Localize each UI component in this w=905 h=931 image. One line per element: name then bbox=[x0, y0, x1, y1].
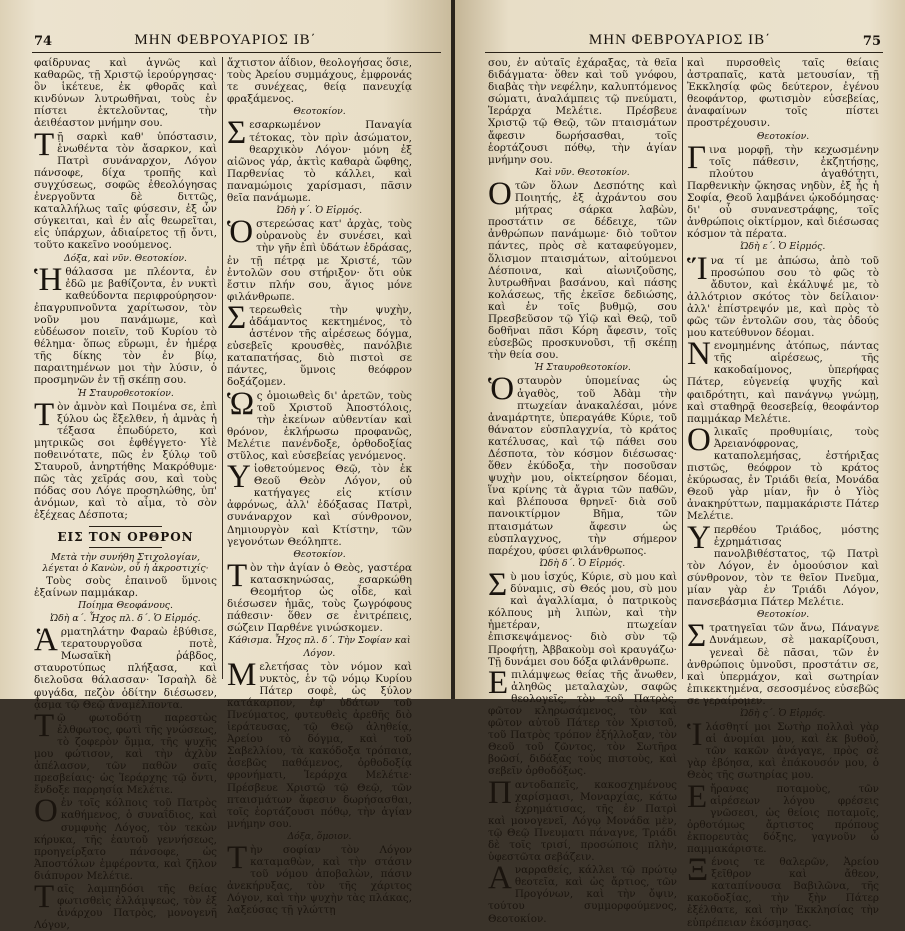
paragraph: σου, ἐν αὐταῖς ἐχάραξας, τὰ θεῖα διδάγματα· ὅθεν καὶ τοῦ γνόφου, διαβὰς τὴν νεφέλην, καλυπτόμενος σώματι, ἀναλάμπεις τῷ πνεύματι, Ἱεράρχα Μελέτιε. Πρέσβευε Χριστῷ τῷ Θεῷ, τῶν πταισμάτων ἄφεσιν δωρήσασθαι, τοῖς ἑορτάζουσι πόθῳ, τὴν ἁγίαν μνήμην σου. bbox=[488, 57, 677, 166]
column-divider-right bbox=[682, 57, 683, 679]
paragraph: φαίδρυνας καὶ ἁγνῶς καὶ καθαρῶς, τῇ Χριστῷ ἱερούργησας· ὃν ἱκέτευε, ἐκ φθορᾶς καὶ κινδύνων λυτρωθῆναι, τοὺς ἐν πίστει ἐκτελοῦντας, τὴν ἀειθέαστον μνήμην σου. bbox=[34, 57, 217, 130]
rubric-label: Δόξα, καὶ νῦν. Θεοτοκίον. bbox=[64, 252, 187, 264]
paragraph bbox=[227, 557, 412, 635]
paragraph-text: ναρραθείς, κάλλει τῷ πρώτῳ θεοτεῖα, καὶ ὡς ἄρτιος, τῶν Προγόνων, καὶ τὴν ὄψιν, τούτου συμμορφούμενος, Θεοτοκίον. bbox=[488, 864, 677, 925]
section-separator bbox=[89, 547, 162, 548]
kathisma-heading: Κάθισμα. Ἦχος πλ. δ΄. Τὴν Σοφίαν καὶ Λόγον. bbox=[228, 635, 411, 659]
ode-heading: Ὠδὴ ς΄. Ὁ Εἱρμός. bbox=[740, 707, 826, 719]
drop-cap: Τ bbox=[34, 879, 55, 915]
drop-cap: Τ bbox=[34, 396, 55, 433]
drop-cap: Ἡ bbox=[34, 261, 63, 298]
paragraph bbox=[227, 214, 412, 303]
ode-heading: Ὠδὴ ε΄. Ὁ Εἱρμός. bbox=[740, 241, 826, 253]
paragraph-text: τῶν ὅλων Δεσπότης καὶ Ποιητής, ἐξ ἀχράντου σου μήτρας σάρκα λαβὼν, προστάτιν σε δέδειχε, τῶν ἀνθρώπων πανάμωμε· διὸ τοῦτον πάντες, πρὸς σὲ καταφεύγομεν, ὅλισμον πταισμάτων, αἰτούμενοι Δέσποινα, καὶ αἰωνιζοῦσης, λυτρωθῆναι βασάνου, καὶ πάσης κολάσεως, τῆς ἐκεῖσε δεδιώσης, καὶ ἐν τοῖς βυθμῷ, σου Πρεσβεῦσον τῷ Υἱῷ καὶ Θεῷ, τοῦ δοθῆναι πᾶσι Κόρη ἄφεσιν, τοῖς εὐσεβῶς προσκυνοῦσι, τῇ σκέπῃ τὴν θεία σου. bbox=[488, 179, 677, 362]
drop-cap: Γ bbox=[687, 139, 707, 176]
paragraph bbox=[34, 622, 217, 711]
paragraph-text: λικαῖς προθυμίαις, τοὺς Ἀρειανόφρονας, καταπολεμήσας, ἐστήριξας πιστῶς, θεόφρον τὸ κράτος ἐκύρωσας, ἐν Τριάδι θεία, Μονάδα Θεοῦ γὰρ μίαν, ἣν ὁ Υἱὸς ἀνακηρύττων, παμμακάριστε Πάτερ Μελέτιε. bbox=[687, 425, 879, 523]
left-page-header bbox=[0, 32, 451, 52]
page-number-left: 74 bbox=[34, 34, 53, 49]
header-rule-left bbox=[32, 52, 441, 53]
paragraph-text: ενομημένης ἀτόπως, πάντας τῆς αἱρέσεως, τῆς κακοδαίμονος, ὑπερήφας Πάτερ, εὐγενείᾳ ψυχῆς καὶ φαιδρότητι, καὶ πανάγνῳ γνώμῃ, καὶ σταθηρᾷ θεοσεβείᾳ, θεοφάντορ παμμάκαρ Μελέτιε. bbox=[687, 340, 879, 425]
right-page-header bbox=[455, 32, 905, 52]
drop-cap: Μ bbox=[227, 656, 257, 693]
left-page-column-2 bbox=[227, 57, 412, 917]
paragraph-text: αῖς λαμπηδόσι τῆς θείας φωτισθεὶς ἐλλάμψεως, τὸν ἐξ ἀνάρχου Πατρὸς, μονογενῆ Λόγον, bbox=[34, 883, 217, 931]
drop-cap: Τ bbox=[34, 707, 55, 744]
paragraph bbox=[687, 852, 879, 929]
paragraph bbox=[687, 421, 879, 523]
paragraph-text: πιλάμψεως θείας τῆς ἄνωθεν, ἀληθῶς μεταλαχὼν, σαφῶς θεολογεῖς, τὸν τοῦ Πατρὸς, φῶτον κληρωσάμενος, τὸν καὶ φῶτον αὐτοῦ Πάτερ τὸν Χριστοῦ, τοῦ Πατρὸς τρόπον ἐξήλλοξαν, τὸν Θεοῦ τοῦ ζῶντος, τὸν Σωτῆρα βοῶσί, διδάξας τοὺς πιστοὺς, καὶ σεβεῖν ὀρθοδόξως. bbox=[488, 668, 677, 778]
rubric-label: Ἡ Σταυροθεοτοκίον. bbox=[77, 387, 174, 399]
drop-cap: Α bbox=[488, 860, 512, 897]
drop-cap: Ὁ bbox=[227, 214, 254, 251]
paragraph bbox=[687, 717, 879, 782]
paragraph-text: τερεωθεὶς τὴν ψυχὴν, ἀδάμαντος κεκτημένος, τὸ ἀστένον τῆς αἱρέσεως δόγμα, εὐσεβεῖς κρουσθὲς, πανόλβιε καταπατήσας, διὸ πιστοὶ σε πάντες, ὕμνοις θεόφρον δοξάζομεν. bbox=[227, 303, 412, 389]
paragraph bbox=[488, 664, 677, 778]
paragraph bbox=[34, 707, 217, 797]
rubric-label: Θεοτοκίον. bbox=[293, 106, 346, 118]
paragraph bbox=[34, 261, 217, 387]
drop-cap: Τ bbox=[227, 557, 248, 594]
drop-cap: Ε bbox=[687, 778, 708, 815]
paragraph-text: ῷ φωτοδότῃ παρεστὼς ἐλθφωτος, φωτὶ τῆς γνώσεως, τὸ ζοφερὸν ὄμμα, τῆς ψυχῆς μου φώτισον, καὶ τὴν ἀχλὺν ἀπέλασον, τῶν παθῶν σαῖς πρεσβείαις· ὡς Ἱεράρχης τῷ ὄντι, ἔνδοξε παρρησίᾳ Μελέτιε. bbox=[34, 711, 217, 797]
drop-cap: Υ bbox=[687, 519, 711, 556]
paragraph bbox=[227, 299, 412, 389]
paragraph-text: περθέου Τριάδος, μόστης ἐχρημάτισας πανολβιθέστατος, τῷ Πατρὶ τὸν Λόγον, ἐν ὁμοούσιον καὶ σύνθρονον, τὸν τε θεῖον Πνεῦμα, μίαν γὰρ ἐν Τριάδι Λόγον, πανσεβάσμια Πάτερ Μελέτιε. bbox=[687, 523, 879, 609]
page-number-right: 75 bbox=[862, 34, 881, 49]
paragraph-text: εσαρκωμένον Παναγία τέτοκας, τὸν πρὶν ἀσώματον, θεαρχικὸν Λόγον· μόνη ἐξ αἰῶνος γάρ, ἀκτὶς καθαρὰ ὤφθης, Παρθενίας τὸ κάλλει, καὶ παναμώμοις χαρίσμασι, πᾶσιν θεῖα πανάμωμε. bbox=[227, 119, 412, 205]
running-title-right: ΜΗΝ ΦΕΒΡΟΥΑΡΙΟΣ ΙΒ΄ bbox=[588, 32, 772, 48]
column-divider-left bbox=[222, 57, 223, 679]
rubric-label: Καὶ νῦν. Θεοτοκίον. bbox=[535, 166, 630, 178]
right-page-column-2 bbox=[687, 57, 879, 929]
drop-cap: Ἵ bbox=[687, 250, 708, 287]
paragraph-text: ς ὁμοιωθεὶς δι' ἀρετῶν, τοὺς τοῦ Χριστοῦ Ἀποστόλοις, τὴν ἐκείνων αὐθεντίαν καὶ θρόνον, ἐκλήρωσω προφανῶς, Μελέτιε πανένδοξε, ὀρθοδοξίας στῦλος, καὶ εὐσεβείας γενόμενος. bbox=[227, 389, 412, 462]
paragraph-text: ὴν σοφίαν τὸν Λόγον καταμαθὼν, καὶ τὴν στάσιν τοῦ νόμου ἀποβαλὼν, πάσιν ἀνεκήρυξας, τὸν τῆς χάριτος Λόγον, καὶ τὴν ψυχὴν τὰς πλάκας, λαξεύσας τῇ γλώττῃ bbox=[227, 844, 412, 917]
paragraph bbox=[687, 139, 879, 241]
paragraph-text: ὸν τὴν ἀγίαν ὁ Θεὸς, γαστέρα κατασκηνώσας, εσαρκώθη Θεομήτορ ὡς οἶδε, καὶ διέσωσεν ἡμᾶς, τοὺς ζωγρόφους πάθεσιν· ὅθεν σε ἐνιτρέπεις, σώζειν Παρθένε γινώσκομεν. bbox=[227, 561, 412, 635]
running-title-left: ΜΗΝ ΦΕΒΡΟΥΑΡΙΟΣ ΙΒ΄ bbox=[134, 32, 317, 48]
drop-cap: Ὡ bbox=[227, 385, 254, 422]
drop-cap: Ο bbox=[488, 175, 512, 212]
rubric-label: Δόξα, ὅμοιον. bbox=[287, 830, 352, 842]
ode-heading: Ὠδὴ δ΄. Ὁ Εἱρμός. bbox=[539, 557, 626, 569]
paragraph bbox=[227, 840, 412, 917]
paragraph bbox=[34, 793, 217, 882]
drop-cap: Υ bbox=[227, 459, 251, 496]
ode-heading: Ὠδὴ γ΄. Ὁ Εἱρμός. bbox=[276, 205, 363, 217]
paragraph-text: να τί με ἀπώσω, ἀπὸ τοῦ προσώπου σου τὸ φῶς τὸ ἄδυτον, καὶ ἐκάλυψέ με, τὸ ἀλλότριον σκότος τὸν δείλαιον· ἀλλ' ἐπίστρεψόν με, καὶ πρὸς τὸ φῶς τῶν ἐντολῶν σου, τὰς ὁδούς μου κατεύθυνον δέομαι. bbox=[687, 254, 879, 340]
rubric-subheading: Μετὰ τὴν συνήθη Στιχολογίαν, λέγεται ὁ Κανὼν, οὗ ἡ ἀκροστιχίς· bbox=[42, 551, 209, 574]
drop-cap: Ν bbox=[687, 336, 711, 373]
paragraph bbox=[488, 774, 677, 864]
ode-heading: Ὠδὴ α΄. Ἦχος πλ. δ΄. Ὁ Εἱρμός. bbox=[50, 612, 201, 624]
paragraph bbox=[687, 336, 879, 425]
drop-cap: Ὁ bbox=[488, 371, 515, 408]
section-heading: ΕΙΣ ΤΟΝ ΟΡΘΡΟΝ bbox=[57, 529, 194, 544]
acrostic-line: Τοὺς σοὺς ἐπαινοῦ ὕμνοις ἐξαίνων παμμάκαρ. bbox=[34, 574, 217, 599]
paragraph-text: ὺ μου ἰσχύς, Κύριε, σὺ μου καὶ δύναμις, σὺ Θεός μου, σὺ μου καὶ ἀγαλλίαμα, ὁ πατρικοὺς κόλπους μὴ λιπὼν, καὶ τὴν ἡμετέραν, πτωχείαν ἐπισκεψάμενος· διὸ σὺν τῷ Προφήτῃ, Ἀββακοὺμ σοὶ κραυγάζω· Τῇ δυνάμει σου δόξα φιλάνθρωπε. bbox=[488, 570, 677, 668]
drop-cap: Τ bbox=[227, 840, 248, 876]
paragraph-text: ῇ σαρκὶ καθ' ὑπόστασιν, ἑνωθέντα τὸν ἄσαρκον, καὶ Πατρὶ συνάναρχον, Λόγον πάνσοφε, δίχα τροπῆς καὶ συγχύσεως, σοφῶς ἐθεολόγησας ἐνεργοῦντα δὲ διττῶς, καταλλήλως ταῖς φύσεσιν, ἐξ ὧν σύγκειται, καὶ ἐν αἷς θεωρεῖται, εἰς ὑπάρχων, ἀδιαίρετος τῇ ὄντι, τοῦτο κακεῖνο νοούμενος. bbox=[34, 130, 217, 252]
paragraph-text: ὸν ἀμνὸν καὶ Ποιμένα σε, ἐπὶ ξύλου ὡς ἔξελθεν, ἡ ἀμνὰς ἡ τέξασα ἐπωδύρετο, καὶ μητρικῶς σοι ἐφθέγγετο· Υἱὲ ποθεινότατε, πῶς ἐν ξύλῳ τοῦ Σταυροῦ, ἀνηρτήθης Μακρόθυμε· πῶς τὰς χεῖράς σου, καὶ τοὺς πόδας σου Λόγε προσηλώθης, ὑπ' ἀνόμων, καὶ τὸ αἷμα, τὸ σὸν ἐξέχεας Δέσποτα; bbox=[34, 400, 217, 522]
left-page bbox=[0, 0, 451, 931]
rubric-label: Ἡ Σταυροθεοτοκίον. bbox=[534, 362, 631, 374]
paragraph bbox=[227, 459, 412, 548]
paragraph bbox=[488, 371, 677, 557]
left-page-column-1 bbox=[34, 57, 217, 931]
drop-cap: Ἱ bbox=[687, 717, 703, 754]
drop-cap: Σ bbox=[227, 115, 247, 152]
paragraph-text: ἐν τοῖς κόλποις τοῦ Πατρὸς καθήμενος, ὁ συναΐδιος, καὶ συμφυὴς Λόγος, τὸν τεκὼν κήρυκα, τῆς ἑαυτοῦ γεννήσεως, προηγείρξατο πάνσοφε, ὡς Ἀποστόλων ἐμφέροντα, καὶ ζῆλον διάπυρον Μελέτιε. bbox=[34, 797, 217, 882]
right-page-column-1 bbox=[488, 57, 677, 925]
drop-cap: Σ bbox=[227, 299, 247, 336]
drop-cap: Ξ bbox=[687, 852, 709, 889]
header-rule-right bbox=[485, 52, 883, 53]
drop-cap: Ἁ bbox=[34, 622, 58, 659]
drop-cap: Ε bbox=[488, 664, 509, 701]
paragraph bbox=[34, 396, 217, 522]
author-line: Ποίημα Θεοφάνους. bbox=[77, 599, 174, 611]
paragraph-text: ένοις τε θαλερῶν, Ἀρείου ξεῖθρον καὶ ἄθεον, καταπίνουσα Βαβιλῶνα, τῆς κακοδοξίας, τὴν ξὴν Πάτερ ἐξέλθατε, καὶ τὴν Ἐκκλησίας τὴν εὐπρέπειαν ἐκόσμησας. bbox=[687, 856, 879, 929]
paragraph-text: ινα μορφῇ, τὴν κεχωσμένην τοῖς πάθεσιν, ἐκζητήσῃς, πλούτου ἀγαθότητι, Παρθενικὴν ᾤκησας νηδὺν, ἐξ ἧς ἡ Σοφία, Θεοῦ λαμβάνει ᾠκοδόμησας· δι' οὗ συνανεστράφης, τοῖς ἀνθρώποις οἰκτίρμον, καὶ διέσωσας κόσμον τὰ πέρατα. bbox=[687, 143, 879, 241]
drop-cap: Τ bbox=[34, 126, 55, 163]
paragraph-text: θάλασσα με πλέοντα, ἐν ἐδῶ με βαθίζοντα, ἐν νυκτὶ καθεύδοντα περιφρούρησον· ἐπαγρυπνοῦντα χαρίτωσον, τὸν νοῦν μου πανάμωμε, καὶ εὐδέωσον ποιεῖν, τοῦ Κυρίου τὸ θέλημα· ὅπως εὕρωμι, ἐν ἡμέρᾳ τῆς δίκης τὸν ἐν βίῳ, παραιτημένων μοι τὴν λύσιν, ὁ προσμηνῶν ἐν τῇ σκέπῃ σου. bbox=[34, 265, 217, 387]
drop-cap: Σ bbox=[687, 618, 707, 655]
paragraph bbox=[687, 250, 879, 340]
paragraph: ἄχτιστον ἀΐδιον, θεολογήσας ὅσιε, τοὺς Ἀρείου συμμάχους, ἐμφρονάς τε συνέχεας, θείᾳ πανευχίᾳ φραξάμενος. bbox=[227, 57, 412, 106]
paragraph bbox=[488, 566, 677, 668]
paragraph bbox=[687, 519, 879, 609]
paragraph bbox=[488, 175, 677, 362]
paragraph bbox=[34, 879, 217, 931]
drop-cap: Σ bbox=[488, 566, 508, 603]
paragraph bbox=[34, 126, 217, 252]
drop-cap: Π bbox=[488, 774, 512, 811]
paragraph bbox=[227, 385, 412, 463]
paragraph-text: ἤρανας ποταμοὺς, τῶν αἱρέσεων λόγου φρέσεις γνῶσεσι, ὡς θείοις ποταμοῖς, ὀρθοτόμως ἄρτιστος πρόπους ἐκπορευτὰς δόξης, γαγνοῦν ὦ παμμακάριστε. bbox=[687, 782, 879, 855]
paragraph bbox=[488, 860, 677, 925]
rubric-label: Θεοτοκίον. bbox=[756, 130, 810, 142]
drop-cap: Ο bbox=[687, 421, 711, 458]
paragraph-text: ρματηλάτην Φαραὼ ἐβύθισε, τερατουργοῦσα ποτὲ, Μωσαϊκὴ ῥάβδος, σταυροτύπως πλήξασα, καὶ διελοῦσα θάλασσαν· Ἰσραὴλ δὲ φυγάδα, πεζὸν ὁδίτην διέσωσεν, ᾆσμα τῷ Θεῷ ἀναμέλποντα. bbox=[34, 626, 217, 711]
paragraph-text: ἱοθετούμενος Θεῷ, τὸν ἐκ Θεοῦ Θεὸν Λόγον, οὐ κατήγαγες εἰς κτίσιν ἀφρόνως, ἀλλ' ἐδόξασας Πατρὶ, συνάναρχον καὶ σύνθρονον, Δημιουργὸν καὶ Κτίστην, τῶν γεγονότων Θεόληπτε. bbox=[227, 463, 412, 548]
paragraph-text: αντοδαπεῖς, κακοσχημένους χαρίσμασι, Μοναρχίας, κάτω ἐχρημάτισας, τῆς ἐν Πατρὶ καὶ μονογενεῖ, Λόγῳ Μονάδα μὲν, τῷ Θεῷ Πνευματι πάναγνε, Τριάδι δὲ τοῖς τρισί, προσώποις πλὴν, ὑφεστῶτα σεβάζειν. bbox=[488, 778, 677, 864]
paragraph bbox=[687, 778, 879, 856]
paragraph-text: τρατηγεῖαι τῶν ἄνω, Πάναγνε Δυνάμεων, σὲ μακαρίζουσι, γενεαὶ δὲ πᾶσαι, τῶν ἐν ἀνθρώποις ὑμνοῦσι, προστάτιν σε, καὶ ὑπερμάχον, καὶ σωτηρίαν ἐπικεκτημένα, σεσοσμένος εὐσεβῶς σε γεραίρομεν. bbox=[687, 622, 879, 707]
paragraph bbox=[687, 618, 879, 707]
paragraph-text: ελετήσας τὸν νόμον καὶ νυκτὸς, ἐν τῷ νόμῳ Κυρίου Πάτερ σοφὲ, ὡς ξύλον κατάκαρπον, ἐφ' ὑδάτων τοῦ Πνεύματος, φυτευθεὶς ἀρεθῆς διὸ ἱεράτευσας, τῷ Θεῷ ἀληθείᾳ, Ἀρείου τὸ δόγμα, καὶ τοῦ Σαβελλίου, τὰ κακόδοξα τρόπαια, ἀσεβῶς παθάμενος, ὀρθοδοξίᾳ φρονήματι, Ἱεράρχα Μελέτιε· Πρέσβευε Χριστῷ τῷ Θεῷ, τῶν πταισμάτων ἄφεσιν δωρήσασθαι, τοῖς ἑορτάζουσι πόθῳ, τὴν ἁγίαν μνήμην σου. bbox=[227, 660, 412, 830]
paragraph-text: λάσθητί μοι Σωτὴρ πολλαὶ γὰρ αἱ ἀνομίαι μου, καὶ ἐκ βυθοῦ, τῶν κακῶν ἀνάγαγε, πρὸς σὲ γὰρ ἐβόησα, καὶ ἐπάκουσόν μου, ὁ Θεὸς τῆς σωτηρίας μου. bbox=[687, 721, 879, 782]
paragraph-text: σταυρὸν ὑπομείνας ὡς ἀγαθὸς, τοῦ Ἀδὰμ τὴν πτωχείαν ἀνακαλέσαι, μόνε ἀναμάρτητε, ὑπεραγάθε Κύριε, τοῦ θάνατον εὐσπλαγχνία, τὸ κράτος κατέλυσας, καὶ τῷ πάθει σου Δέσποτα, τὸν κόσμον διέσωσας· ὅθεν ἐκύδοξα, τὴν ποσοῦσαν ψυχὴν μου, οἰκτείρησον δέομαι, ἵνα κρίνης τὰ ἄγρια τῶν παθῶν, καὶ βλέπουσα θρηνεῖ· διὰ σοῦ πανοικτίρμον Βῆμα, τῶν πταισμάτων ἄφεσιν ὡς εὐσπλαγχνος, τὴν σήμερον παρέχου, φύσει φιλάνθρωπος. bbox=[488, 375, 677, 557]
paragraph bbox=[227, 656, 412, 830]
paragraph: καὶ πυρσοθεὶς ταῖς θείαις ἀστραπαῖς, κατὰ μετουσίαν, τῇ Ἐκκλησίᾳ φῶς δεύτερον, ἐγένου θεοφάντορ, φωτισμὸν εὐσεβείας, ἀναφαίνων τοῖς πίστει προστρέχουσιν. bbox=[687, 57, 879, 130]
paragraph bbox=[227, 115, 412, 205]
rubric-label: Θεοτοκίον. bbox=[293, 548, 346, 560]
section-separator bbox=[89, 526, 162, 527]
right-page bbox=[455, 0, 905, 929]
drop-cap: Ο bbox=[34, 793, 58, 830]
rubric-label: Θεοτοκίον. bbox=[756, 609, 810, 621]
paragraph-text: στερεώσας κατ' ἀρχὰς, τοὺς οὐρανοὺς ἐν συνέσει, καὶ τὴν γῆν ἐπὶ ὑδάτων ἑδράσας, ἐν τῇ πέτρᾳ με Χριστέ, τῶν ἐντολῶν σου στήριξον· ὅτι οὐκ ἔστιν πλήν σου, ἅγιος μόνε φιλάνθρωπε. bbox=[227, 218, 412, 303]
